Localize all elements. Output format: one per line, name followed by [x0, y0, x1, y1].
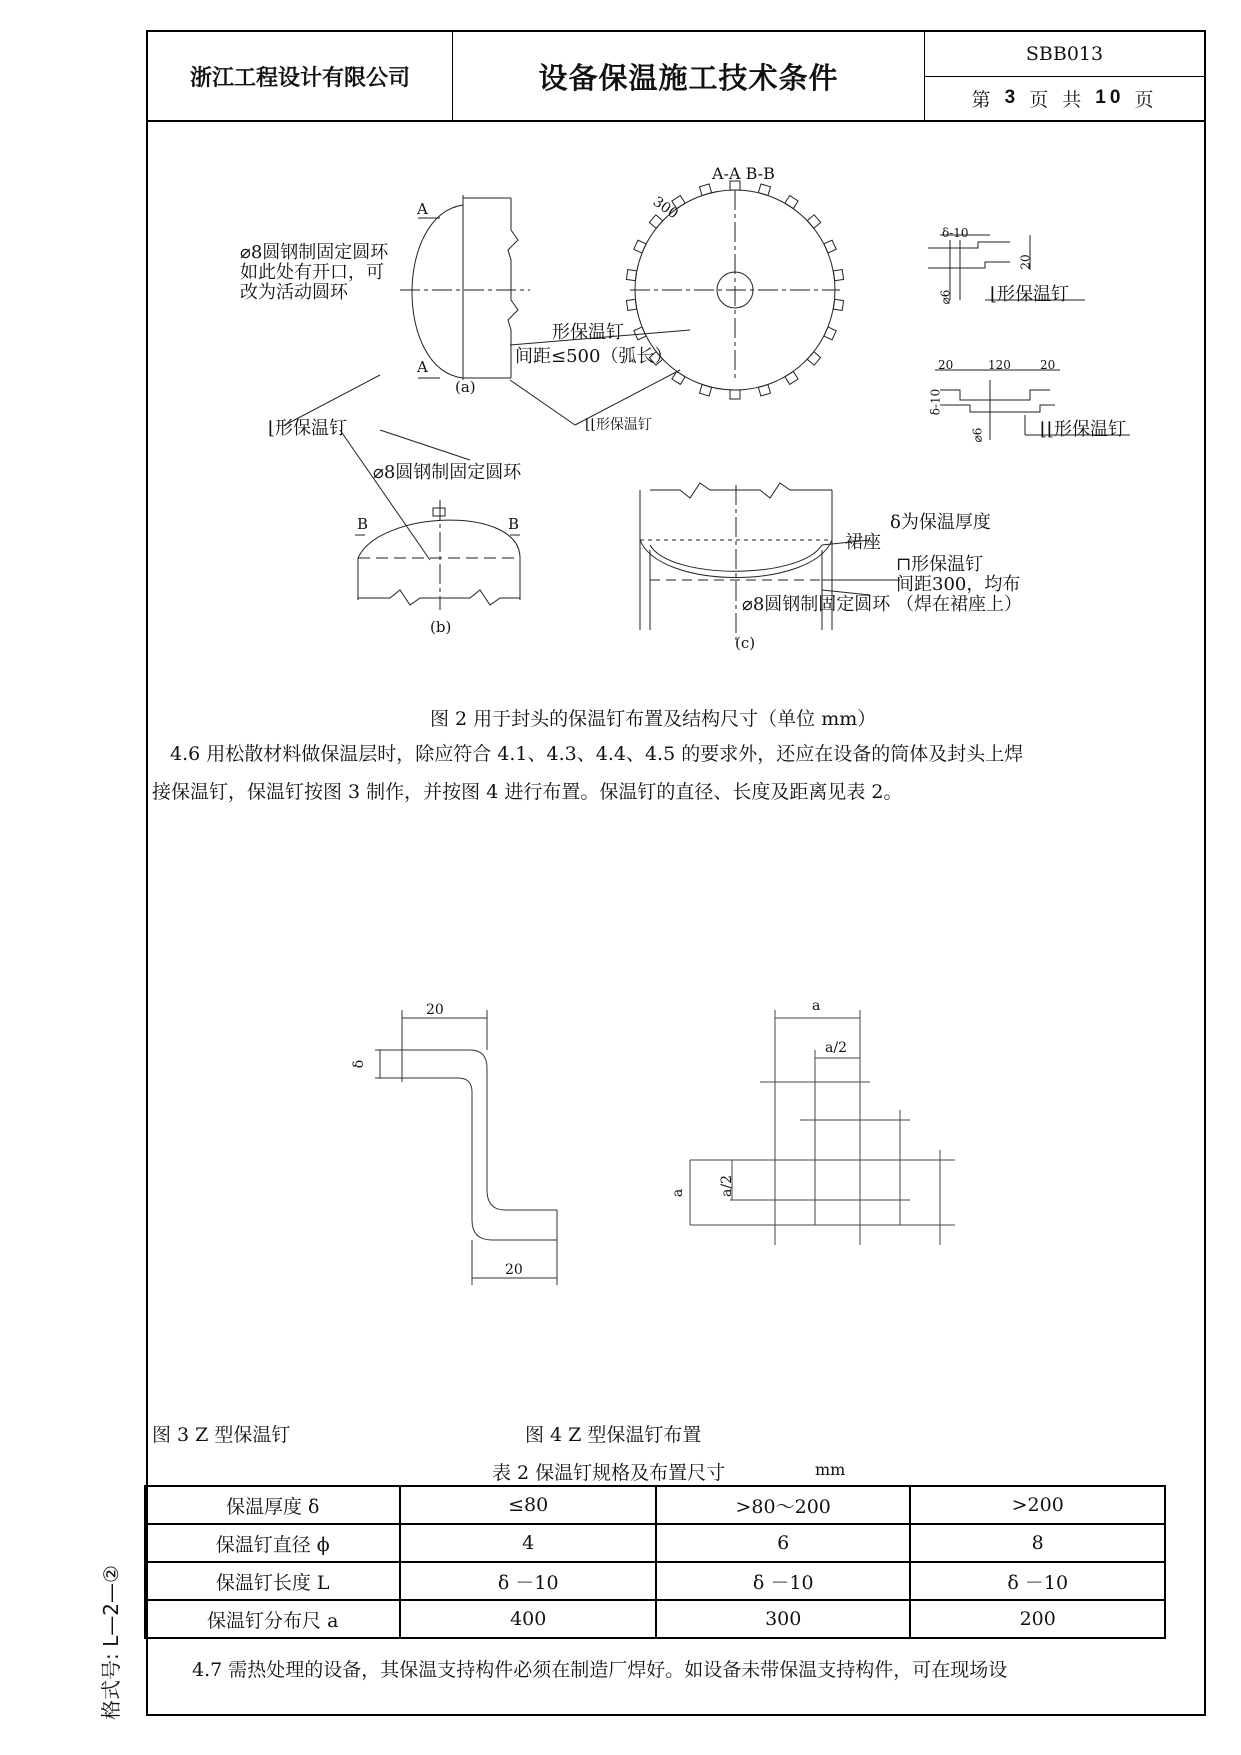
doc-code: SBB013 — [925, 32, 1204, 77]
fig2-pin-type-1: ⌊形保温钉 — [990, 284, 1070, 305]
table-cell: δ －10 — [656, 1562, 911, 1600]
fig4-dim-a-side: a — [670, 1188, 687, 1198]
fig2-pin-spacing: 间距≤500（弧长） — [515, 346, 673, 367]
para-4-7: 4.7 需热处理的设备，其保温支持构件必须在制造厂焊好。如设备未带保温支持构件，可在现场设 — [192, 1659, 1008, 1681]
page-indicator: 第 3 页 共 10 页 — [971, 87, 1158, 111]
fig2-dim-right-20: 20 — [1040, 358, 1056, 372]
fig2-caption: 图 2 用于封头的保温钉布置及结构尺寸（单位 mm） — [430, 708, 877, 730]
fig2-ring-note-2: 如此处有开口，可 — [240, 262, 384, 283]
fig2-section-b-right: B — [508, 515, 520, 533]
table-2 — [144, 1485, 1166, 1639]
fig4-grid — [690, 1010, 955, 1245]
fig2-dim-delta-10-b: δ-10 — [928, 388, 943, 416]
table-cell: 6 — [656, 1524, 911, 1562]
fig2-section-a-bottom: A — [417, 358, 428, 376]
fig2-dim-300: 300 — [649, 193, 681, 223]
table-cell: >200 — [910, 1486, 1165, 1524]
fig2-ring-note-c: ⌀8圆钢制固定圆环 — [742, 594, 891, 615]
table-row — [145, 1600, 1165, 1638]
fig2-dim-left-20: 20 — [938, 358, 954, 372]
page-total: 10 — [1095, 87, 1125, 108]
table-cell: 保温钉分布尺 a — [145, 1600, 400, 1638]
table-cell: 400 — [400, 1600, 656, 1638]
fig2-section-title: A-A B-B — [712, 164, 775, 183]
table-cell: 保温钉直径 ϕ — [145, 1524, 400, 1562]
para-4-6-line-1: 4.6 用松散材料做保温层时，除应符合 4.1、4.3、4.4、4.5 的要求外，还应在设备的筒体及封头上焊 — [170, 743, 1024, 765]
fig3-dim-side: δ — [351, 1059, 368, 1069]
fig2-pin-type-3: ⊓形保温钉 — [896, 554, 984, 575]
fig2-sub-b: (b) — [430, 618, 452, 636]
fig3-dim-top: 20 — [426, 1002, 444, 1018]
fig2-dim-120: 120 — [988, 358, 1011, 372]
fig2-spacing-300: 间距300，均布 — [896, 574, 1021, 595]
table-cell: δ －10 — [400, 1562, 656, 1600]
fig2-pin-left: ⌊形保温钉 — [268, 418, 348, 439]
fig2-dim-20-a: 20 — [1018, 254, 1033, 270]
table-cell: 保温厚度 δ — [145, 1486, 400, 1524]
fig4-dim-half-side: a/2 — [718, 1175, 735, 1197]
table-cell: 保温钉长度 L — [145, 1562, 400, 1600]
fig2-sub-c: (c) — [735, 634, 756, 652]
fig4-dim-half-top: a/2 — [825, 1040, 847, 1056]
fig2-dim-phi6-a: ⌀6 — [938, 289, 953, 305]
fig2-ring-note-1: ⌀8圆钢制固定圆环 — [240, 242, 389, 263]
fig2-delta-note: δ为保温厚度 — [890, 512, 991, 533]
table-row — [145, 1524, 1165, 1562]
fig2-ring-note-3: 改为活动圆环 — [240, 282, 348, 303]
fig3-dim-bottom: 20 — [505, 1262, 523, 1278]
table-cell: δ －10 — [910, 1562, 1165, 1600]
table-cell: ≤80 — [400, 1486, 656, 1524]
document-title: 设备保温施工技术条件 — [453, 32, 925, 120]
fig2-pin-shape: 形保温钉 — [552, 322, 624, 343]
table2-title: 表 2 保温钉规格及布置尺寸 — [492, 1462, 726, 1484]
fig2-sub-a: (a) — [455, 378, 476, 396]
fig2-pin-mid: ⌊⌊形保温钉 — [585, 417, 652, 433]
fig2-skirt-label: 裙座 — [845, 532, 881, 553]
table-cell: >80～200 — [656, 1486, 911, 1524]
fig2-dim-delta-10-a: δ-10 — [942, 226, 969, 240]
fig4-dim-a-top: a — [812, 998, 821, 1014]
page-number: 3 — [1004, 87, 1020, 108]
table-cell: 8 — [910, 1524, 1165, 1562]
fig2-weld-note: （焊在裙座上） — [896, 594, 1022, 615]
company-name: 浙江工程设计有限公司 — [148, 32, 453, 120]
fig3-z-pin — [375, 1010, 557, 1285]
para-4-6-line-2: 接保温钉，保温钉按图 3 制作，并按图 4 进行布置。保温钉的直径、长度及距离见表 2。 — [152, 781, 903, 803]
table2-unit: mm — [815, 1460, 846, 1479]
fig4-caption: 图 4 Z 型保温钉布置 — [525, 1424, 702, 1446]
table-row — [145, 1562, 1165, 1600]
fig2-dim-phi6-b: ⌀6 — [970, 427, 985, 443]
table-cell: 300 — [656, 1600, 911, 1638]
table-row — [145, 1486, 1165, 1524]
fig2-ring-note-b: ⌀8圆钢制固定圆环 — [373, 462, 522, 483]
table-cell: 200 — [910, 1600, 1165, 1638]
fig2-section-b-left: B — [357, 515, 369, 533]
fig3-caption: 图 3 Z 型保温钉 — [152, 1424, 291, 1446]
format-number: 格式号: L—2—② — [99, 1565, 123, 1720]
fig2-pin-type-2: ⌊⌊形保温钉 — [1040, 419, 1127, 440]
table-cell: 4 — [400, 1524, 656, 1562]
fig2-section-a-top: A — [417, 200, 428, 218]
